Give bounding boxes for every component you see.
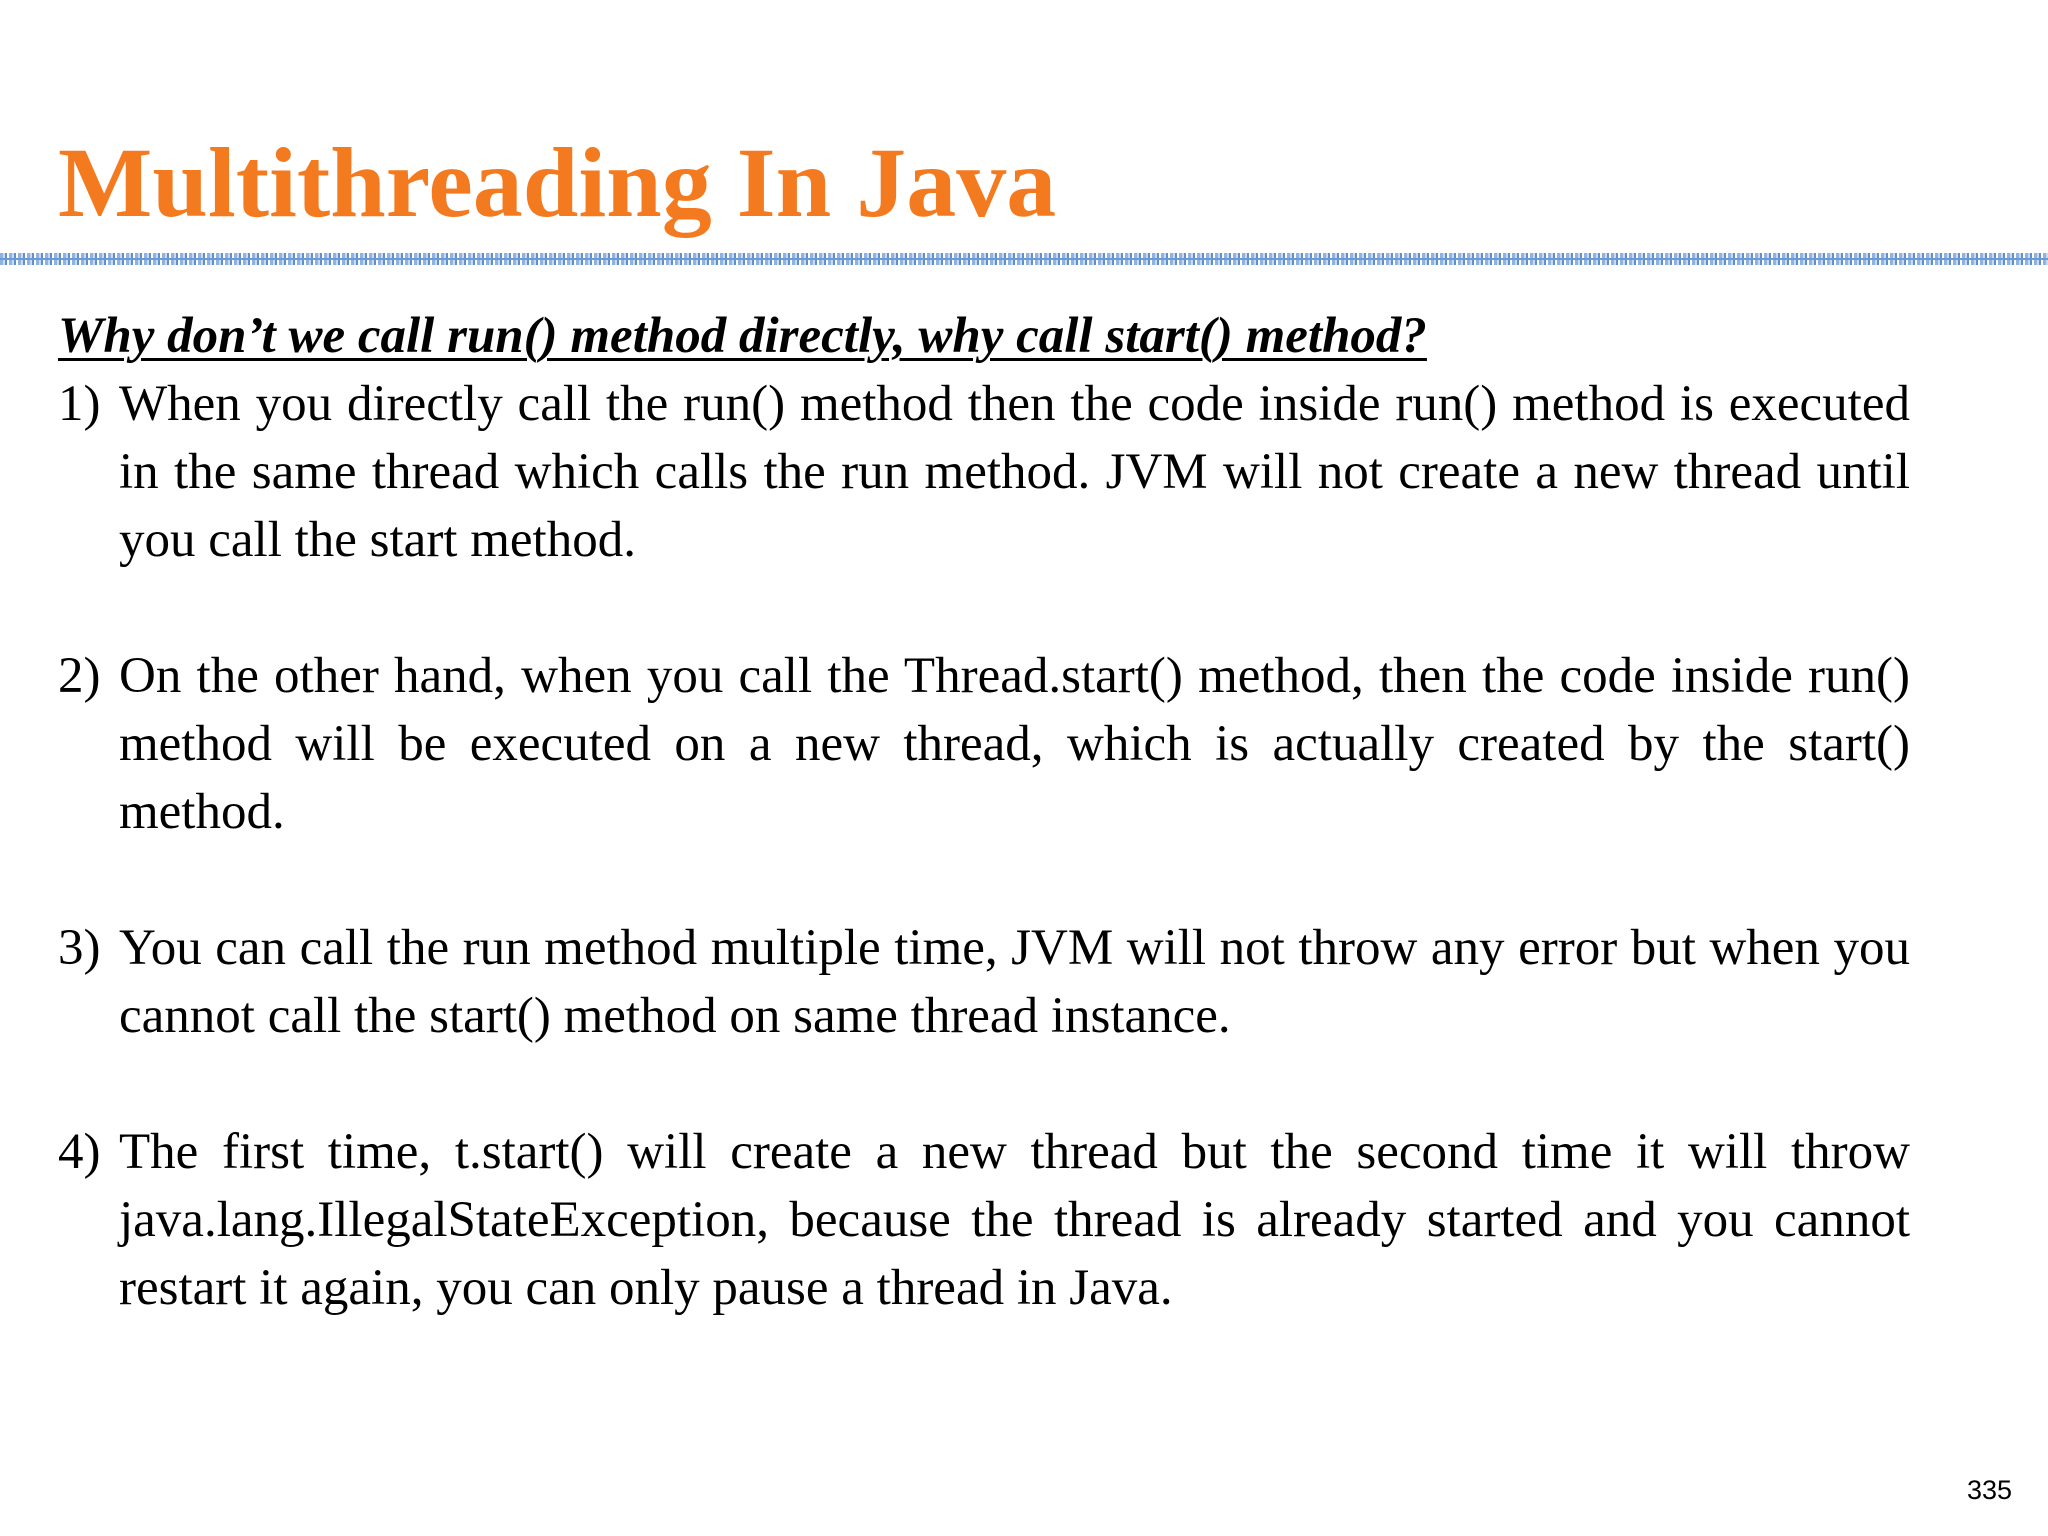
list-item-number: 1) <box>58 376 101 432</box>
list-item-text: On the other hand, when you call the Thread.start() method, then the code inside run() method will be executed on a new thread, which is actually created by the start() method. <box>119 648 1910 840</box>
list-item-number: 2) <box>58 648 101 704</box>
page-number: 335 <box>1966 1475 2012 1505</box>
title-divider-line <box>0 258 2048 260</box>
list-item-text: The first time, t.start() will create a new thread but the second time it will throw java.lang.IllegalStateException, because the thread is already started and you cannot restart it again, you can only pause a thread in Java. <box>119 1124 1910 1316</box>
slide-content <box>58 302 1910 1322</box>
list-item-number: 4) <box>58 1124 101 1180</box>
question-heading: Why don’t we call run() method directly, why call start() method? <box>58 308 1427 364</box>
list-item-1 <box>58 370 1910 574</box>
title-divider <box>0 253 2048 265</box>
list-item-text: You can call the run method multiple time, JVM will not throw any error but when you cannot call the start() method on same thread instance. <box>119 920 1910 1044</box>
list-item-4 <box>58 1118 1910 1322</box>
slide-title: Multithreading In Java <box>58 127 1057 238</box>
list-item-text: When you directly call the run() method then the code inside run() method is executed in the same thread which calls the run method. JVM will not create a new thread until you call the start method. <box>119 376 1910 568</box>
list-item-number: 3) <box>58 920 101 976</box>
list-item-2 <box>58 642 1910 846</box>
list-item-3 <box>58 914 1910 1050</box>
